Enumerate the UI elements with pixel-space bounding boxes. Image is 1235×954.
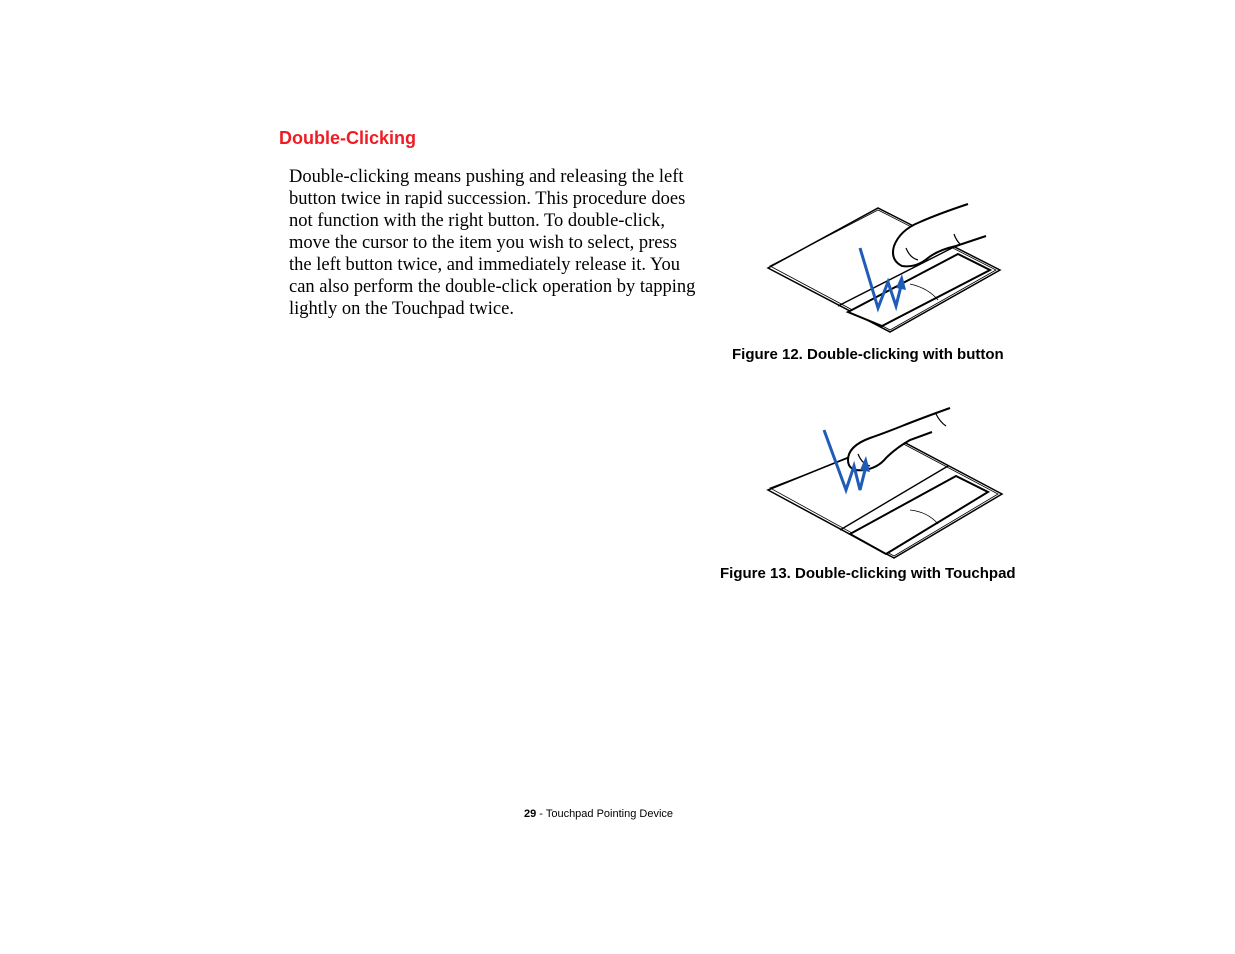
figure-12-illustration — [760, 196, 1010, 336]
section-heading: Double-Clicking — [279, 128, 417, 148]
footer-separator: - — [536, 808, 546, 820]
page-footer — [524, 807, 673, 821]
touchpad-illustration — [760, 196, 1010, 336]
section-paragraph: Double-clicking means pushing and releasing the left button twice in rapid succession. This procedure does not function with the right button. To double-click, move the cursor to the item you wish to select, press the left button twice, and immediately release it. You can also perform the double-click operation by tapping lightly on the Touchpad twice. — [289, 167, 696, 319]
footer-title: Touchpad Pointing Device — [545, 808, 674, 820]
figure-12-caption: Figure 12. Double-clicking with button — [732, 346, 1004, 363]
figure-13-caption: Figure 13. Double-clicking with Touchpad — [720, 565, 1016, 582]
touchpad-illustration — [760, 374, 1010, 564]
page-number: 29 — [524, 808, 537, 820]
figure-13-illustration — [760, 374, 1010, 564]
